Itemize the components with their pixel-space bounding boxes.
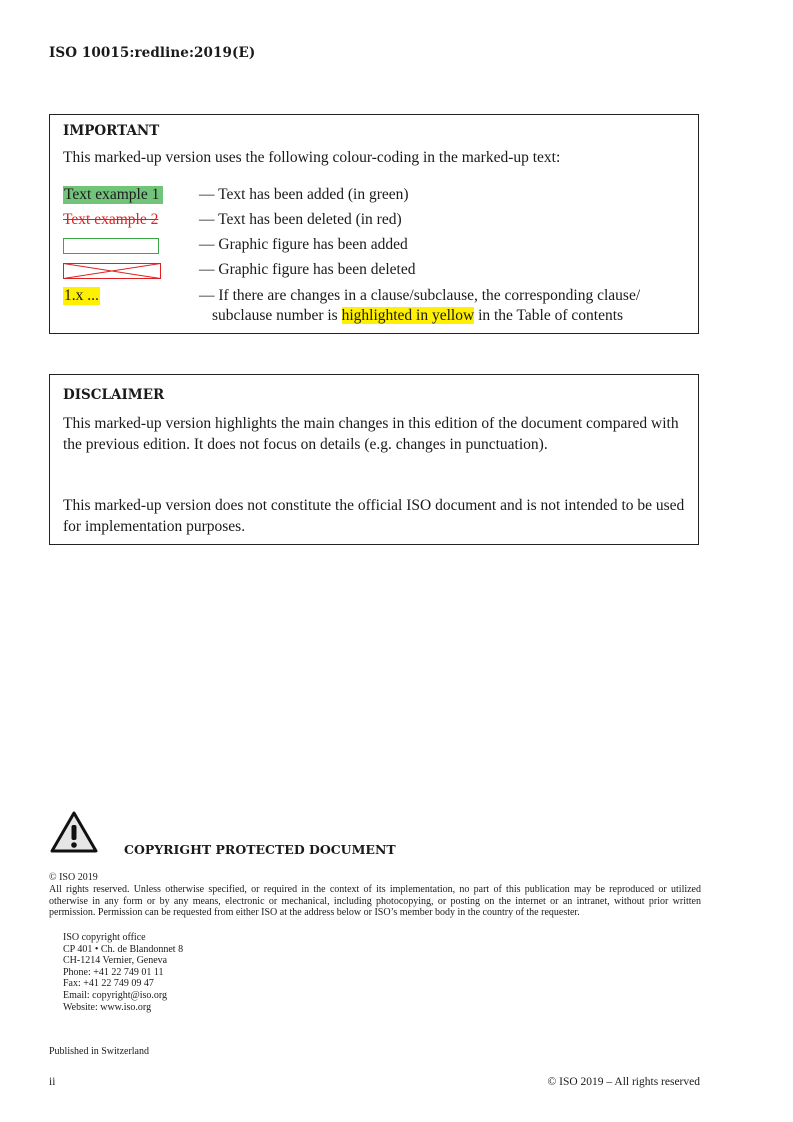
address-line: CH-1214 Vernier, Geneva (63, 955, 168, 967)
copyright-year: © ISO 2019 (49, 872, 98, 883)
copyright-office-address (63, 932, 183, 1013)
phone-line: Phone: +41 22 749 01 11 (63, 966, 164, 978)
legend-description-continued (212, 307, 623, 325)
legend-row-deleted-text (63, 209, 693, 231)
clause-number-example: 1.x ... (64, 287, 99, 304)
document-header-title: ISO 10015:redline:2019(E) (49, 45, 256, 61)
address-line: CP 401 • Ch. de Blandonnet 8 (63, 943, 184, 955)
disclaimer-paragraph: This marked-up version does not constitute the official ISO document and is not intended to be used for implementation purposes. (63, 497, 685, 535)
website-line: Website: www.iso.org (63, 1001, 152, 1013)
legend-row-deleted-figure (63, 259, 693, 281)
legend-cont-after: in the Table of contents (474, 307, 624, 324)
copyright-heading: COPYRIGHT PROTECTED DOCUMENT (124, 842, 396, 857)
rights-statement: All rights reserved. Unless otherwise specified, or required in the context of its implementation, no part of this publication may be reproduced or utilized otherwise in any form or by any means, electronic or mechanical, including photocopying, or posting on the internet or an intranet, without prior written permission. Permission can be requested from either ISO at the address below or ISO’s member body in the country of the requester. (49, 884, 701, 919)
disclaimer-paragraph: This marked-up version highlights the main changes in this edition of the document compared with the previous edition. It does not focus on details (e.g. changes in punctuation). (63, 415, 679, 453)
disclaimer-heading: DISCLAIMER (63, 387, 165, 403)
legend-cont-before: subclause number is (212, 307, 342, 324)
legend-row-clause-highlight (63, 285, 693, 324)
email-line: Email: copyright@iso.org (63, 989, 168, 1001)
deleted-figure-swatch-icon (63, 263, 161, 279)
published-location: Published in Switzerland (49, 1046, 149, 1057)
address-line: ISO copyright office (63, 932, 146, 943)
fax-line: Fax: +41 22 749 09 47 (63, 978, 154, 990)
page-number: ii (49, 1076, 56, 1088)
footer-copyright: © ISO 2019 – All rights reserved (547, 1076, 700, 1088)
important-box (49, 114, 699, 334)
added-figure-swatch (63, 238, 159, 254)
important-intro: This marked-up version uses the following colour-coding in the marked-up text: (63, 149, 561, 166)
legend-description: — Graphic figure has been deleted (199, 261, 416, 278)
legend-description: — If there are changes in a clause/subclause, the corresponding clause/ (199, 287, 641, 304)
deleted-text-example: Text example 2 (63, 211, 159, 228)
disclaimer-box (49, 374, 699, 545)
warning-triangle-icon (50, 811, 98, 853)
legend-description: — Text has been added (in green) (199, 186, 409, 203)
added-text-example: Text example 1 (63, 186, 163, 204)
highlighted-phrase: highlighted in yellow (341, 307, 475, 324)
legend-row-added-figure (63, 234, 693, 256)
legend-row-added-text (63, 184, 693, 206)
important-heading: IMPORTANT (63, 123, 160, 139)
legend-description: — Text has been deleted (in red) (199, 211, 402, 228)
legend-description: — Graphic figure has been added (199, 236, 408, 253)
